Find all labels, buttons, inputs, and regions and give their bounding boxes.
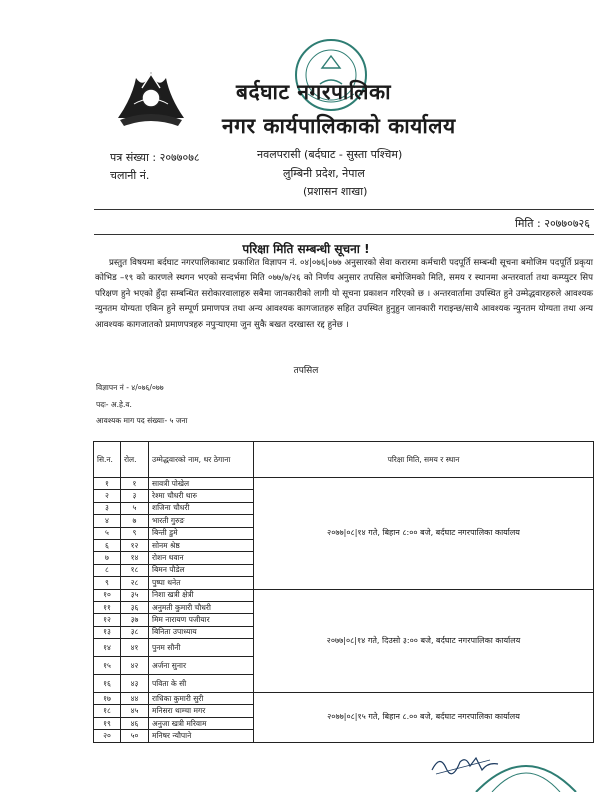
header-divider xyxy=(94,209,594,210)
cell-roll: ३६ xyxy=(121,601,149,613)
cell-name: बिन्ती डुमे xyxy=(149,527,254,539)
cell-roll: ४४ xyxy=(121,693,149,705)
cell-roll: ३५ xyxy=(121,589,149,601)
notice-body: प्रस्तुत विषयमा बर्दघाट नगरपालिकाबाट प्रकाशित विज्ञापन नं. ०४|०७६|०७७ अनुसारको सेवा करारमा कर्मचारी पदपूर्ति सम्बन्धी सूचना बमोजिम पदपूर्ति प्रकृया कोभिड –१९ को कारणले स्थगन भएको सन्दर्भमा मिति ०७७/७/२६ को निर्णय अनुसार तपसिल बमोजिमको मिति, समय र स्थानमा अन्तरवार्ता तथा कम्प्युटर सिप परिक्षण हुने भएको हुँदा सम्बन्धित सरोकारवालाहरु सबैमा जानकारीको लागी यो सूचना प्रकाशन गरिएको छ । अन्तरवार्तामा उपस्थित हुने उम्मेद्धवारहरुले आवश्यक न्युनतम योग्यता एकिन हुने सम्पूर्ण प्रमाणपत्र तथा अन्य आवश्यक कागजातहरु सहित उपस्थित हुनुहुन जानकारी गराइन्छ/साथै आवश्यक न्युनतम योग्यता तथा अन्य आवश्यक कागजातको प्रमाणपत्रहरु नपुर्‍याएमा जुन सुकै बखत दरखास्त रद्द हुनेछ । xyxy=(95,258,593,330)
cell-roll: ४३ xyxy=(121,675,149,693)
office-province: लुम्बिनी प्रदेश, नेपाल xyxy=(283,167,365,180)
cell-name: निशा खत्री क्षेत्री xyxy=(149,589,254,601)
office-title: नगर कार्यपालिकाको कार्यालय xyxy=(222,114,456,138)
cell-roll: ३ xyxy=(121,490,149,502)
cell-sn: १४ xyxy=(94,639,121,657)
required-count: आवश्यक माग पद संख्याः- ५ जना xyxy=(96,416,188,425)
cell-sn: १३ xyxy=(94,626,121,638)
cell-sn: १६ xyxy=(94,675,121,693)
cell-name: राधिका कुमारी सुरी xyxy=(149,693,254,705)
cell-name: मनिसरा थाम्चा मगर xyxy=(149,705,254,717)
office-section: (प्रशासन शाखा) xyxy=(303,185,368,198)
cell-sn: १७ xyxy=(94,693,121,705)
cell-roll: १८ xyxy=(121,564,149,576)
cell-roll: १२ xyxy=(121,539,149,551)
nepal-emblem-icon xyxy=(112,64,190,130)
cell-roll: ७ xyxy=(121,515,149,527)
cell-roll: ९ xyxy=(121,527,149,539)
cell-roll: ४१ xyxy=(121,639,149,657)
header-roll: रोल. xyxy=(121,442,149,478)
cell-name: अर्जना सुनार xyxy=(149,657,254,675)
cell-roll: ५ xyxy=(121,502,149,514)
cell-roll: ४२ xyxy=(121,657,149,675)
cell-sn: १८ xyxy=(94,705,121,717)
cell-roll: २८ xyxy=(121,577,149,589)
cell-name: मनिषर न्यौपाने xyxy=(149,730,254,742)
cell-name: अनुजा खत्री मरिवाम xyxy=(149,717,254,729)
table-row xyxy=(94,589,594,601)
cell-venue: २०७७|०८|१५ गते, बिहान ८.०० बजे, बर्दघाट नगरपालिका कार्यालय xyxy=(254,693,594,743)
dispatch-number: चलानी नं. xyxy=(110,169,150,182)
office-location: नवलपरासी (बर्दघाट - सुस्ता पश्चिम) xyxy=(257,148,403,161)
cell-roll: १ xyxy=(121,478,149,490)
cell-roll: ४५ xyxy=(121,705,149,717)
schedule-heading: तपसिल xyxy=(293,366,319,376)
cell-name: शजिना चौधरी xyxy=(149,502,254,514)
header-name: उम्मेद्धवारको नाम, थर ठेगाना xyxy=(149,442,254,478)
cell-roll: १४ xyxy=(121,552,149,564)
cell-roll: ४६ xyxy=(121,717,149,729)
cell-sn: १९ xyxy=(94,717,121,729)
cell-sn: २० xyxy=(94,730,121,742)
cell-name: मिम नारायण पजीयार xyxy=(149,614,254,626)
cell-roll: ३८ xyxy=(121,626,149,638)
table-row xyxy=(94,693,594,705)
cell-sn: ८ xyxy=(94,564,121,576)
cell-name: पुनम सौनी xyxy=(149,639,254,657)
exam-schedule-table xyxy=(93,441,594,743)
cell-sn: ७ xyxy=(94,552,121,564)
header-venue: परिक्षा मिति, समय र स्थान xyxy=(254,442,594,478)
table-header-row xyxy=(94,442,594,478)
office-seal-bottom-icon xyxy=(466,740,586,792)
cell-name: बिमन पौडेल xyxy=(149,564,254,576)
notice-date: मिति : २०७७०७२६ xyxy=(514,217,590,230)
cell-name: बिनिता उपाध्याय xyxy=(149,626,254,638)
cell-venue: २०७७|०८|१४ गते, दिउसो ३:०० बजे, बर्दघाट नगरपालिका कार्यालय xyxy=(254,589,594,693)
cell-sn: १० xyxy=(94,589,121,601)
cell-name: सोनम श्रेष्ठ xyxy=(149,539,254,551)
cell-roll: ५० xyxy=(121,730,149,742)
cell-sn: १५ xyxy=(94,657,121,675)
cell-name: रोशन थवान xyxy=(149,552,254,564)
cell-venue: २०७७|०८|१४ गते, बिहान ८:०० बजे, बर्दघाट नगरपालिका कार्यालय xyxy=(254,478,594,590)
post-name: पदः- अ.हे.व. xyxy=(96,400,132,409)
cell-sn: १२ xyxy=(94,614,121,626)
cell-name: पुष्पा थनेत xyxy=(149,577,254,589)
notice-title: परिक्षा मिति सम्बन्धी सूचना ! xyxy=(242,242,370,256)
advert-number: विज्ञापन नं - ४/०७६/०७७ xyxy=(96,383,164,392)
cell-name: अनुमती कुमारी चौधरी xyxy=(149,601,254,613)
cell-sn: ११ xyxy=(94,601,121,613)
cell-sn: ५ xyxy=(94,527,121,539)
cell-sn: ३ xyxy=(94,502,121,514)
cell-sn: ९ xyxy=(94,577,121,589)
cell-name: पविता के सी xyxy=(149,675,254,693)
cell-sn: १ xyxy=(94,478,121,490)
cell-name: भारती गुरुङ xyxy=(149,515,254,527)
table-row xyxy=(94,478,594,490)
reference-number: पत्र संख्या : २०७७०७८ xyxy=(110,151,200,164)
header-sn: सि.न. xyxy=(94,442,121,478)
cell-sn: २ xyxy=(94,490,121,502)
municipality-title: बर्दघाट नगरपालिका xyxy=(236,80,392,104)
cell-name: रेश्मा चौधरी थारु xyxy=(149,490,254,502)
cell-roll: ३७ xyxy=(121,614,149,626)
date-divider xyxy=(94,234,594,235)
cell-sn: ६ xyxy=(94,539,121,551)
cell-sn: ४ xyxy=(94,515,121,527)
cell-name: सावत्री पोखेल xyxy=(149,478,254,490)
